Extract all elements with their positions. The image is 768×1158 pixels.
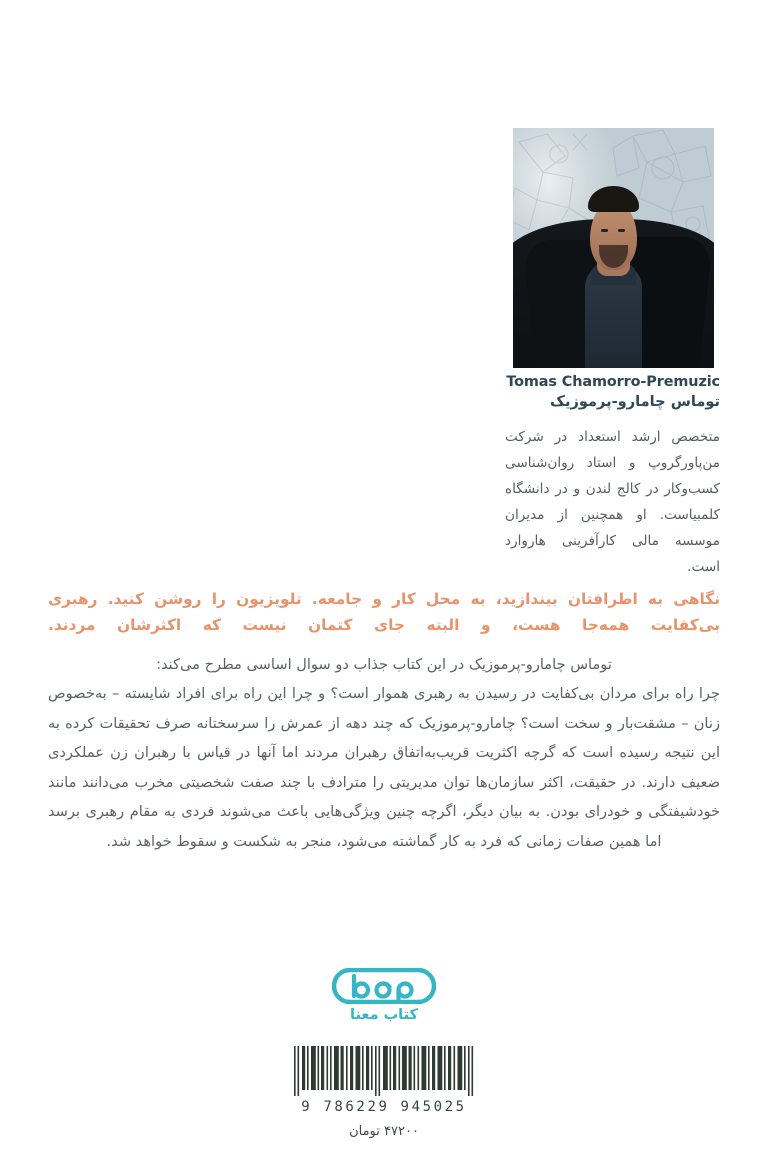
body-paragraph: چرا راه برای مردان بی‌کفایت در رسیدن به رهبری هموار است؟ و چرا این راه برای افراد شایسته – به‌خصوص زنان – مشقت‌بار و سخت است؟ چامارو-پرموزیک که چند دهه از عمرش را سرسختانه صرف تحقیقات کرده به این نتیجه رسیده است که گرچه اکثریت قریب‌به‌اتفاق رهبران مردند اما آنها در قیاس با رهبران زن عملکردی ضعیف دارند. در حقیقت، اکثر سازمان‌ها توان مدیریتی را مترادف با چند صفت شخصیتی مخرب می‌دانند مانند خودشیفتگی و خودرای بودن. به بیان دیگر، اگرچه چنین ویژگی‌هایی باعث می‌شوند فردی به مقام رهبری برسد اما همین صفات زمانی که فرد به کار گماشته می‌شود، منجر به شکست و سقوط خواهد شد. <box>48 685 720 850</box>
publisher-block <box>0 968 768 1023</box>
barcode-block <box>0 1044 768 1139</box>
publisher-name: کتاب معنا <box>350 1007 418 1023</box>
author-figure <box>513 219 714 368</box>
author-portrait-photo <box>513 128 714 368</box>
headline-quote: نگاهی به اطرافتان بیندازید، به محل کار و جامعه. تلویزیون را روشن کنید. رهبری بی‌کفایت همه‌جا هست، و البته جای کتمان نیست که اکثرشان مردند. <box>48 590 720 635</box>
isbn-number: 9 786229 945025 <box>301 1099 467 1115</box>
publisher-logo-icon <box>332 968 436 1004</box>
author-name-block <box>505 373 720 412</box>
body-lead-line: توماس چامارو-پرموزیک در این کتاب جذاب دو سوال اساسی مطرح می‌کند: <box>156 656 612 673</box>
author-bio-text: متخصص ارشد استعداد در شرکت من‌پاورگروپ و استاد روان‌شناسی کسب‌وکار در کالج لندن و در دانشگاه کلمبیاست. او همچنین از مدیران موسسه مالی کارآفرینی هاروارد است. <box>505 429 720 576</box>
price-label: ۴۷۲۰۰ تومان <box>349 1124 419 1139</box>
body-copy <box>48 650 720 856</box>
author-name-latin: Tomas Chamorro-Premuzic <box>506 374 720 390</box>
barcode-image <box>291 1044 477 1098</box>
author-name-persian: توماس چامارو-پرموزیک <box>550 393 720 410</box>
